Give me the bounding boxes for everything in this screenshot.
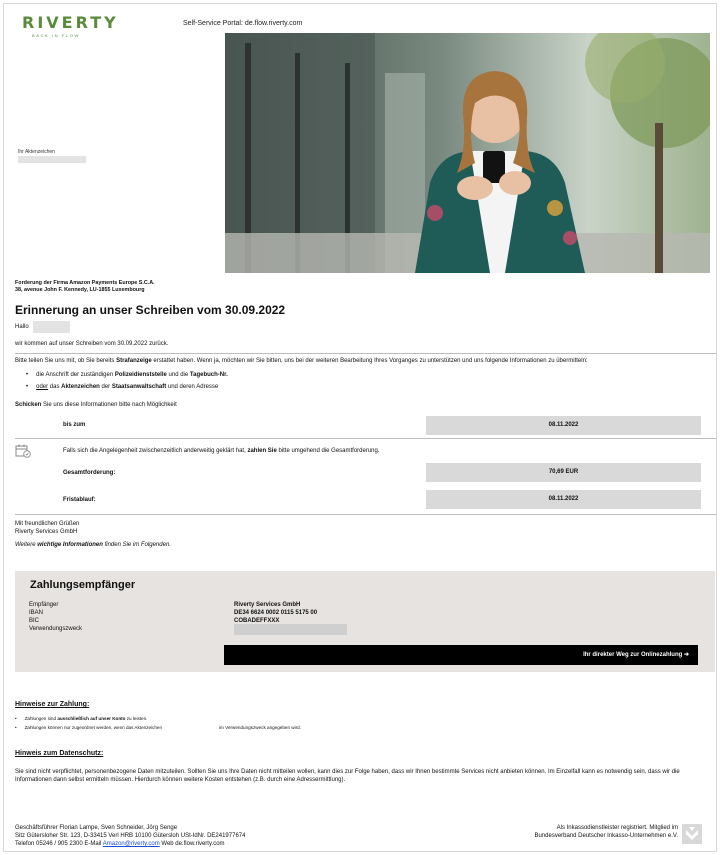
- notice-text: bitte umgehend die Gesamtforderung.: [276, 448, 380, 454]
- bullet-text: die Anschrift der zuständigen: [36, 372, 115, 378]
- intro-text: wir kommen auf unser Schreiben vom 30.09.2022 zurück.: [15, 341, 169, 347]
- bullet-text: und die: [166, 372, 190, 378]
- total-label: Gesamtforderung:: [63, 470, 116, 476]
- footer-right-line-1: Als Inkassodienstleister registriert. Mitglied im: [556, 825, 678, 831]
- bullet-bold: Staatsanwaltschaft: [111, 384, 167, 390]
- divider: [15, 353, 716, 354]
- payment-notes-title: Hinweise zur Zahlung:: [15, 701, 90, 708]
- value-iban: DE34 6624 0002 0115 5175 00: [234, 610, 318, 616]
- closing: [15, 520, 79, 536]
- bullet-bold: Tagebuch-Nr.: [189, 372, 228, 378]
- note-text: Zahlungen sind: [24, 716, 58, 721]
- label-bic: BIC: [29, 618, 40, 624]
- bullet-underline: oder: [36, 384, 49, 390]
- closing-line-1: Mit freundlichen Grüßen: [15, 521, 80, 527]
- hero-photo: [225, 33, 710, 273]
- purpose-redacted: [234, 624, 347, 635]
- list-item: [15, 714, 301, 723]
- further-text: finden Sie im Folgenden.: [102, 542, 171, 548]
- bullet-text: das: [48, 384, 62, 390]
- privacy-title: Hinweis zum Datenschutz:: [15, 750, 104, 757]
- request-bullets: [26, 369, 228, 393]
- bullet-text: und deren Adresse: [166, 384, 219, 390]
- footer-membership: [464, 824, 678, 840]
- footer-contact: [15, 840, 245, 848]
- footer-email-link[interactable]: Amazon@riverty.com: [102, 841, 160, 847]
- deadline-value: 08.11.2022: [426, 416, 701, 435]
- note-bold: ausschließlich auf unser Konto: [57, 716, 126, 721]
- reference-redacted: [18, 156, 86, 163]
- notice-text: Falls sich die Angelegenheit zwischenzeitlich anderweitig geklärt hat,: [63, 448, 248, 454]
- label-purpose: Verwendungszweck: [29, 626, 83, 632]
- divider: [15, 514, 716, 515]
- deadline-label: bis zum: [63, 422, 86, 428]
- note-text: zu leisten.: [125, 716, 148, 721]
- notice-bold: zahlen Sie: [247, 448, 277, 454]
- bdiu-seal-icon: [682, 824, 702, 844]
- note-text: im Verwendungszweck angegeben wird.: [219, 725, 301, 730]
- send-instruction: [15, 402, 177, 408]
- send-text: Sie uns diese Informationen bitte nach Möglichkeit: [41, 402, 177, 408]
- letter-title: Erinnerung an unser Schreiben vom 30.09.2022: [15, 303, 286, 317]
- footer-company-info: [15, 824, 245, 848]
- value-bic: COBADEFFXXX: [234, 618, 280, 624]
- list-item: [26, 381, 228, 393]
- reference-label: Ihr Aktenzeichen: [18, 149, 55, 155]
- payee-labels: [29, 601, 82, 633]
- divider: [15, 438, 716, 439]
- privacy-text: Sie sind nicht verpflichtet, personenbezogene Daten mitzuteilen. Sollten Sie uns Ihre Daten nicht mitteilen wollen, kann dies zur Folge haben, dass wir Ihnen bestimmte Services nicht anbieten können. Im Einzelfall kann es notwendig sein, dass wir die Informationen dann selbst ermitteln müssen. Hierdurch können weitere Kosten entstehen (z.B. durch eine Adressermittlung).: [15, 769, 680, 783]
- footer-right-line-2: Bundesverband Deutscher Inkasso-Unternehmen e.V.: [534, 833, 678, 839]
- greeting: Hallo: [15, 324, 29, 330]
- payee-values: [234, 601, 317, 625]
- creditor-address: [15, 280, 155, 294]
- total-value: 70,69 EUR: [426, 463, 701, 482]
- riverty-logo: [22, 13, 119, 38]
- bullet-text: der: [99, 384, 112, 390]
- bullet-bold: Polizeidienststelle: [114, 372, 167, 378]
- value-recipient: Riverty Services GmbH: [234, 602, 301, 608]
- note-text: Zahlungen können nur zugeordnet werden, wenn das Aktenzeichen: [24, 725, 163, 730]
- request-paragraph: [15, 357, 705, 365]
- hero-photo-illustration: [225, 33, 710, 273]
- calendar-check-icon: [15, 444, 31, 458]
- greeting-name-redacted: [33, 321, 70, 333]
- creditor-line-1: Forderung der Firma Amazon Payments Europe S.C.A.: [15, 280, 155, 286]
- request-text-b: Strafanzeige: [116, 358, 152, 364]
- label-recipient: Empfänger: [29, 602, 59, 608]
- logo-text: RIVERTY: [22, 13, 119, 32]
- bullet-bold: Aktenzeichen: [61, 384, 100, 390]
- online-payment-button[interactable]: Ihr direkter Weg zur Onlinezahlung ➔: [224, 645, 698, 665]
- creditor-line-2: 38, avenue John F. Kennedy, LU-1855 Luxembourg: [15, 287, 145, 293]
- letter-page: [3, 3, 717, 852]
- logo-tagline: BACK IN FLOW: [32, 33, 80, 38]
- request-text-a: Bitte teilen Sie uns mit, ob Sie bereits: [15, 358, 117, 364]
- portal-url: Self-Service Portal: de.flow.riverty.com: [183, 20, 303, 27]
- footer-line-1: Geschäftsführer Florian Lampe, Sven Schneider, Jörg Senge: [15, 825, 178, 831]
- further-bold: wichtige Informationen: [37, 542, 103, 548]
- footer-line-2: Sitz Gütersloher Str. 123, D-33415 Verl HRB 10100 Gütersloh USt-IdNr. DE241977674: [15, 833, 246, 839]
- list-item: [15, 723, 301, 732]
- further-info: [15, 542, 171, 548]
- footer-phone: Telefon 05246 / 905 2300 E-Mail: [15, 841, 103, 847]
- request-text-c: erstattet haben. Wenn ja, möchten wir Sie bitten, uns bei der weiteren Bearbeitung Ihres Vorganges zu unterstützen und uns folgende Informationen zu übermitteln:: [151, 358, 588, 364]
- label-iban: IBAN: [29, 610, 44, 616]
- footer-web: Web de.flow.riverty.com: [159, 841, 225, 847]
- list-item: [26, 369, 228, 381]
- settlement-notice: [63, 448, 380, 454]
- payee-panel: [15, 571, 715, 672]
- expiry-label: Fristablauf:: [63, 497, 96, 503]
- further-text: Weitere: [15, 542, 38, 548]
- expiry-value: 08.11.2022: [426, 490, 701, 509]
- payee-title: Zahlungsempfänger: [30, 579, 136, 591]
- closing-line-2: Riverty Services GmbH: [15, 529, 78, 535]
- payment-notes-list: [15, 714, 301, 732]
- send-bold: Schicken: [15, 402, 42, 408]
